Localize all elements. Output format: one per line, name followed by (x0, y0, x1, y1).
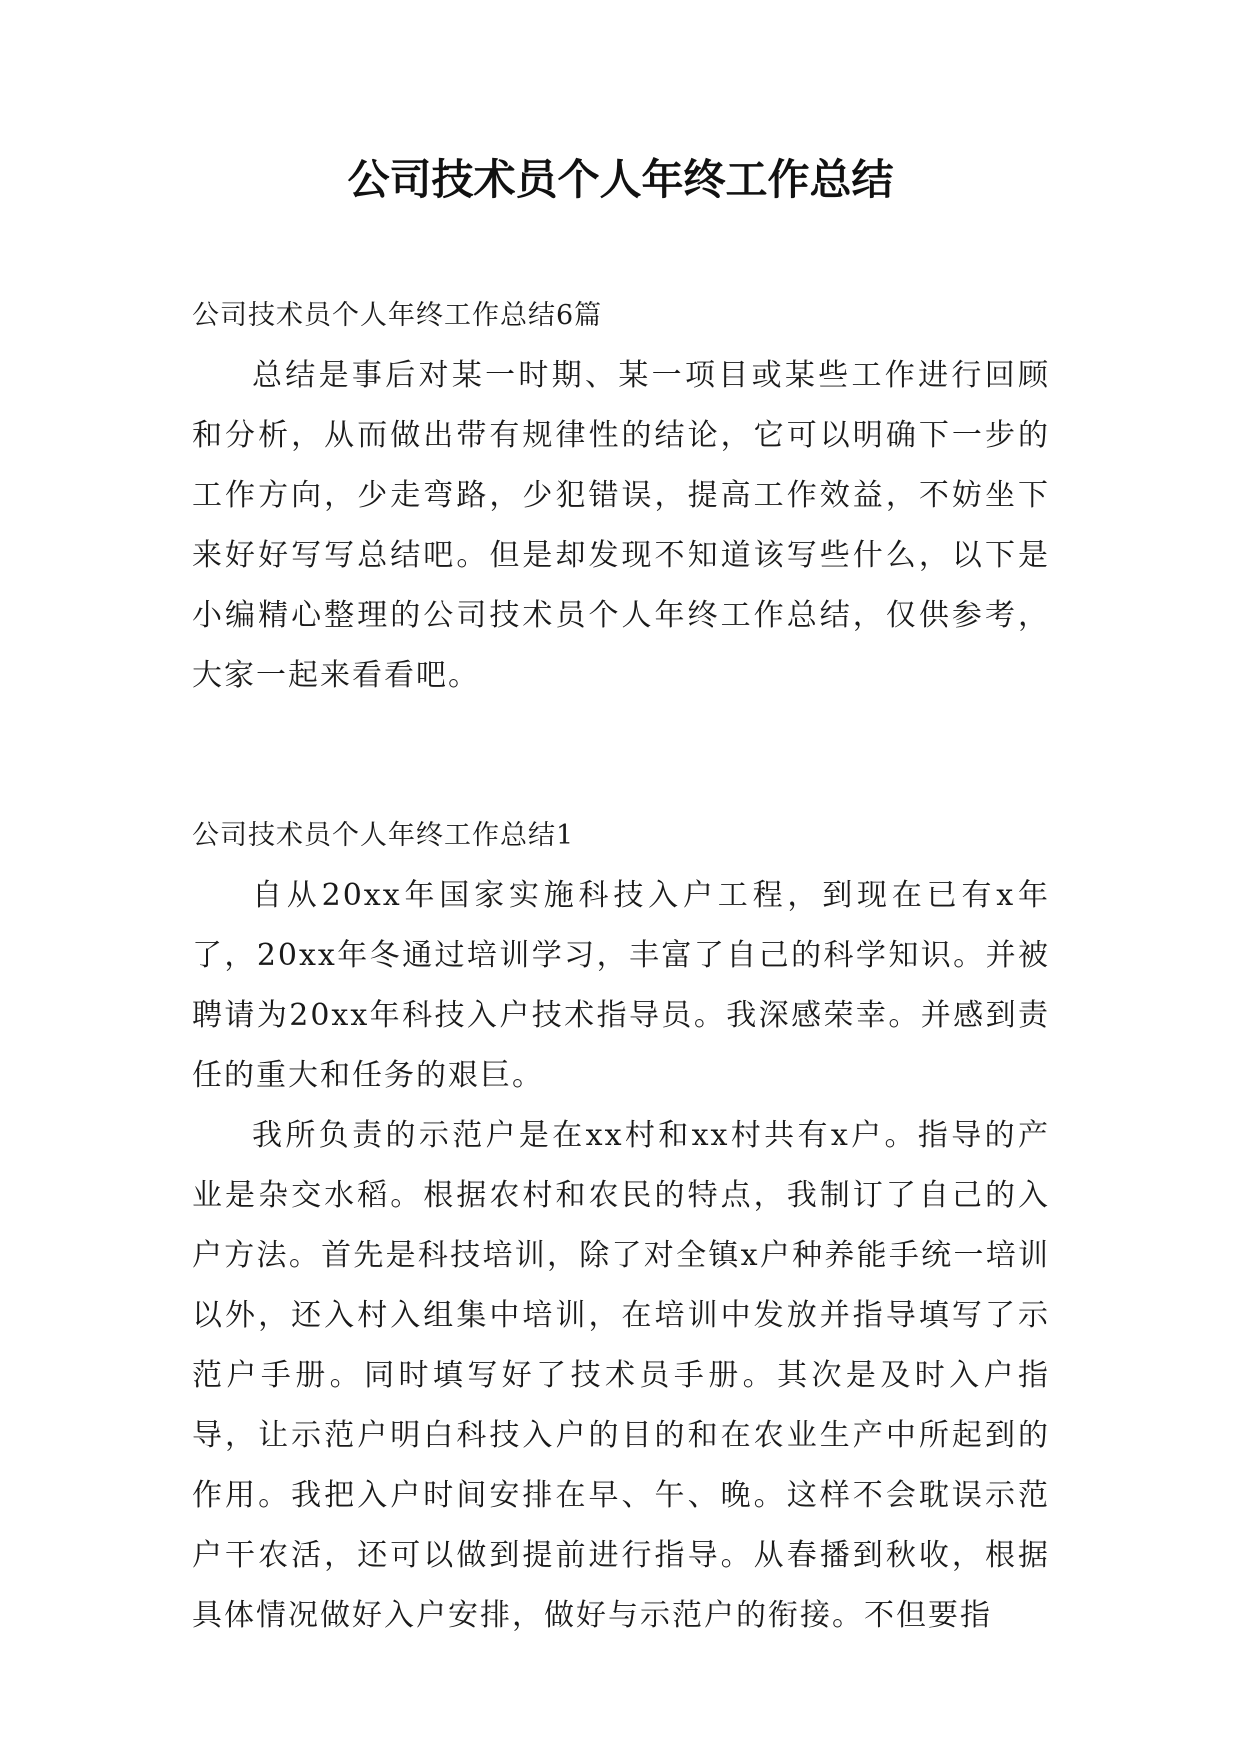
section-spacer (192, 706, 1050, 806)
section1-paragraph-1: 自从20xx年国家实施科技入户工程，到现在已有x年了，20xx年冬通过培训学习，丰富了自己的科学知识。并被聘请为20xx年科技入户技术指导员。我深感荣幸。并感到责任的重大和任务的艰巨。 (192, 878, 1050, 1093)
document-title: 公司技术员个人年终工作总结 (347, 155, 894, 204)
intro-heading: 公司技术员个人年终工作总结6篇 (192, 300, 603, 331)
section1-paragraph-2: 我所负责的示范户是在xx村和xx村共有x户。指导的产业是杂交水稻。根据农村和农民的特点，我制订了自己的入户方法。首先是科技培训，除了对全镇x户种养能手统一培训以外，还入村入组集中培训，在培训中发放并指导填写了示范户手册。同时填写好了技术员手册。其次是及时入户指导，让示范户明白科技入户的目的和在农业生产中所起到的作用。我把入户时间安排在早、午、晚。这样不会耽误示范户干农活，还可以做到提前进行指导。从春播到秋收，根据具体情况做好入户安排，做好与示范户的衔接。不但要指 (192, 1118, 1050, 1633)
intro-paragraph: 总结是事后对某一时期、某一项目或某些工作进行回顾和分析，从而做出带有规律性的结论，它可以明确下一步的工作方向，少走弯路，少犯错误，提高工作效益，不妨坐下来好好写写总结吧。但是却发现不知道该写些什么，以下是小编精心整理的公司技术员个人年终工作总结，仅供参考，大家一起来看看吧。 (192, 358, 1050, 693)
document-body (192, 286, 1050, 1646)
section1-heading: 公司技术员个人年终工作总结1 (192, 820, 575, 851)
